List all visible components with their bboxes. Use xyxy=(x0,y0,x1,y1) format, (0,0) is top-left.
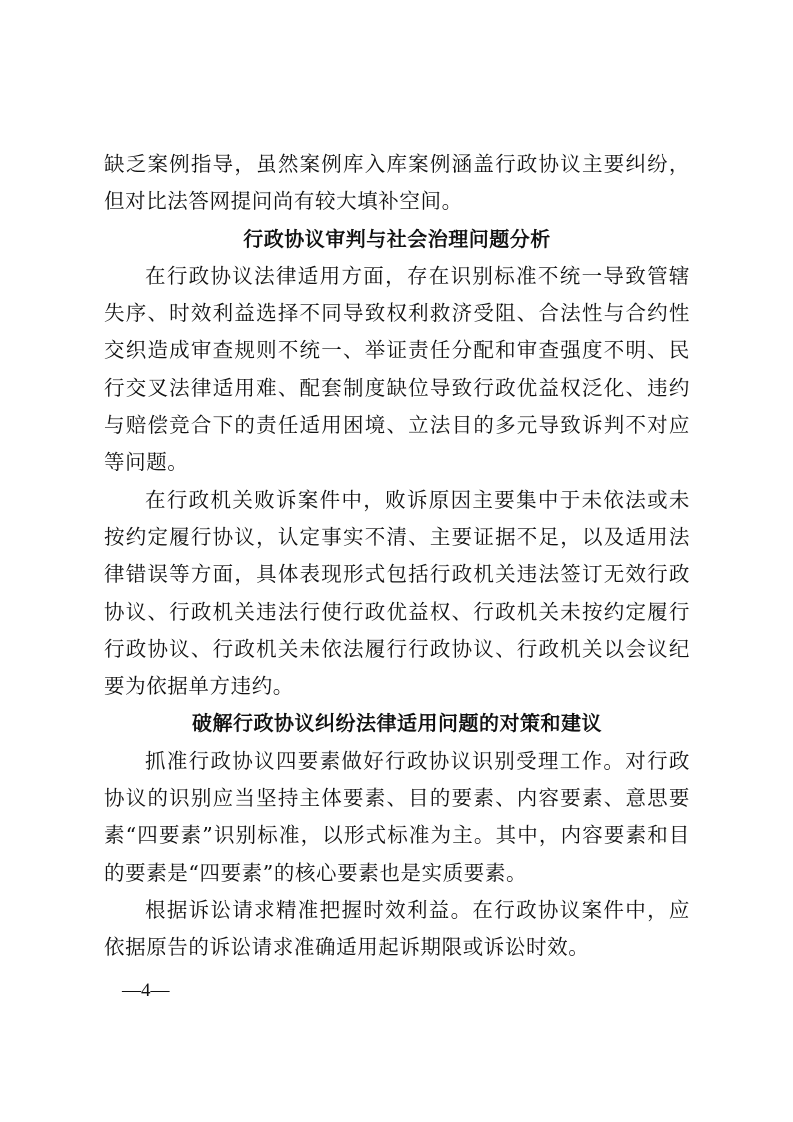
document-body xyxy=(104,146,690,967)
section-heading-countermeasures: 破解行政协议纠纷法律适用问题的对策和建议 xyxy=(192,711,602,736)
paragraph-losing-cases: 在行政机关败诉案件中，败诉原因主要集中于未依法或未按约定履行协议，认定事实不清、主要证据不足，以及适用法律错误等方面，具体表现形式包括行政机关违法签订无效行政协议、行政机关违法行使行政优益权、行政机关未按约定履行行政协议、行政机关未依法履行行政协议、行政机关以会议纪要为依据单方违约。 xyxy=(104,487,690,699)
page-number: —4— xyxy=(122,980,170,1001)
paragraph-legal-application: 在行政协议法律适用方面，存在识别标准不统一导致管辖失序、时效利益选择不同导致权利救济受阻、合法性与合约性交织造成审查规则不统一、举证责任分配和审查强度不明、民行交叉法律适用难、配套制度缺位导致行政优益权泛化、违约与赔偿竞合下的责任适用困境、立法目的多元导致诉判不对应等问题。 xyxy=(104,263,690,475)
paragraph-limitation-interest: 根据诉讼请求精准把握时效利益。在行政协议案件中，应依据原告的诉讼请求准确适用起诉期限或诉讼时效。 xyxy=(104,897,690,960)
paragraph-four-elements: 抓准行政协议四要素做好行政协议识别受理工作。对行政协议的识别应当坚持主体要素、目的要素、内容要素、意思要素“四要素”识别标准，以形式标准为主。其中，内容要素和目的要素是“四要素”的核心要素也是实质要素。 xyxy=(104,748,690,885)
section-heading-trial-issues: 行政协议审判与社会治理问题分析 xyxy=(243,226,551,251)
paragraph-case-guidance: 缺乏案例指导，虽然案例库入库案例涵盖行政协议主要纠纷，但对比法答网提问尚有较大填补空间。 xyxy=(104,152,690,214)
